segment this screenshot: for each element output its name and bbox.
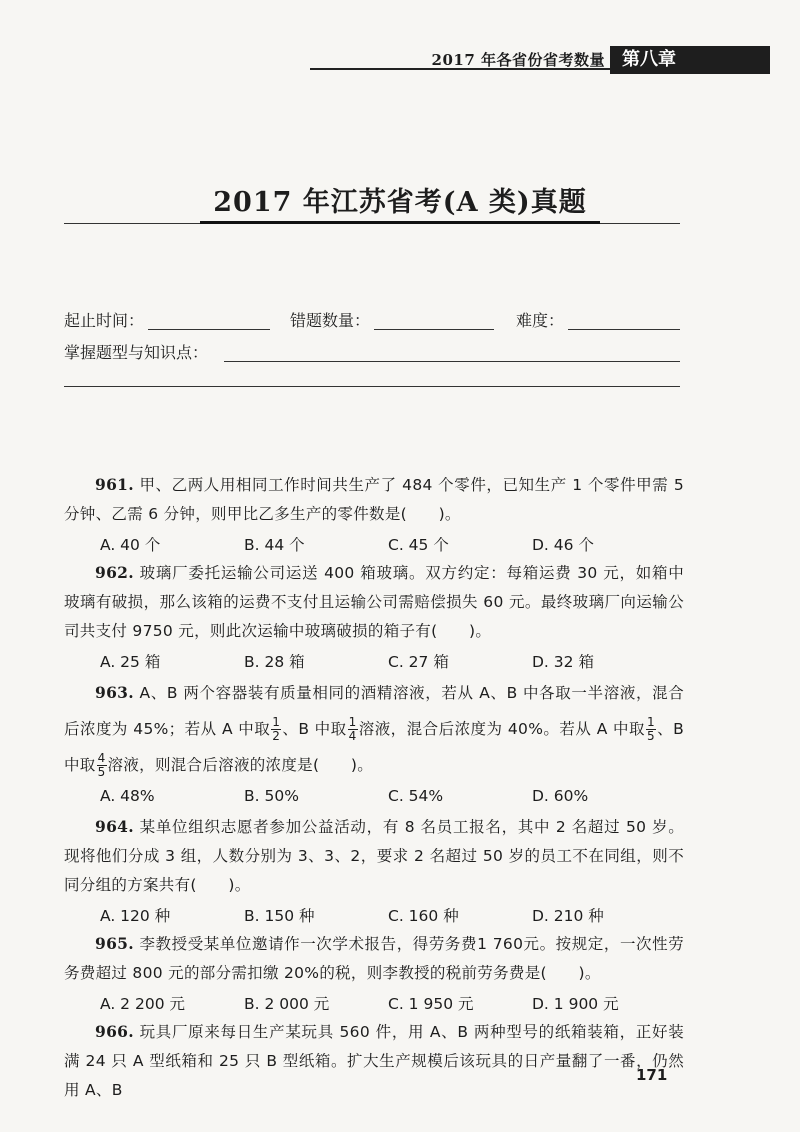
option-d[interactable]: D. 46 个 bbox=[532, 536, 594, 554]
study-record-form bbox=[64, 308, 680, 372]
question-number: 965. bbox=[95, 934, 134, 953]
title-rule-accent bbox=[200, 221, 600, 224]
question-stem-part-5: 溶液，则混合后溶液的浓度是( )。 bbox=[107, 756, 374, 774]
page-number: 171 bbox=[636, 1066, 668, 1084]
options bbox=[64, 783, 684, 812]
running-header bbox=[0, 38, 800, 78]
question-number: 966. bbox=[95, 1022, 134, 1041]
options bbox=[64, 900, 684, 929]
question-964 bbox=[64, 812, 684, 929]
options bbox=[64, 988, 684, 1017]
knowledge-label: 掌握题型与知识点： bbox=[64, 343, 209, 362]
form-row-1 bbox=[64, 308, 680, 340]
question-number: 961. bbox=[95, 475, 134, 494]
question-963 bbox=[64, 675, 684, 812]
question-961 bbox=[64, 470, 684, 558]
options bbox=[64, 529, 684, 558]
question-number: 963. bbox=[95, 683, 134, 702]
fraction-denominator: 5 bbox=[647, 729, 655, 743]
question-stem-part-4: 、B 中取 bbox=[64, 720, 685, 774]
fraction-denominator: 5 bbox=[97, 765, 106, 779]
wrong-count-label: 错题数量： bbox=[290, 311, 371, 330]
form-row-2 bbox=[64, 340, 680, 372]
question-962 bbox=[64, 558, 684, 675]
question-list bbox=[64, 470, 684, 1105]
book-title: 2017 年各省份省考数量 bbox=[431, 51, 605, 69]
fraction-numerator: 1 bbox=[348, 715, 357, 729]
option-d[interactable]: D. 1 900 元 bbox=[532, 995, 619, 1013]
option-b[interactable]: B. 50% bbox=[244, 787, 299, 805]
question-stem-part-3: 溶液，混合后浓度为 40%。若从 A 中取 bbox=[358, 720, 645, 738]
option-b[interactable]: B. 28 箱 bbox=[244, 653, 305, 671]
fraction-numerator: 1 bbox=[272, 715, 281, 729]
option-d[interactable]: D. 32 箱 bbox=[532, 653, 594, 671]
question-stem: 玩具厂原来每日生产某玩具 560 件，用 A、B 两种型号的纸箱装箱，正好装满 24 只 A 型纸箱和 25 只 B 型纸箱。扩大生产规模后该玩具的日产量翻了一番，仍然用 A、B bbox=[64, 1023, 684, 1099]
fraction-numerator: 4 bbox=[97, 751, 106, 765]
option-a[interactable]: A. 25 箱 bbox=[100, 653, 161, 671]
fraction-numerator: 1 bbox=[647, 715, 655, 729]
page-title: 2017 年江苏省考(A 类)真题 bbox=[213, 187, 587, 218]
difficulty-label: 难度： bbox=[516, 311, 565, 330]
fraction-denominator: 4 bbox=[348, 729, 357, 743]
option-d[interactable]: D. 60% bbox=[532, 787, 589, 805]
wrong-count-field[interactable] bbox=[374, 329, 494, 330]
option-a[interactable]: A. 120 种 bbox=[100, 907, 171, 925]
option-d[interactable]: D. 210 种 bbox=[532, 907, 604, 925]
options bbox=[64, 646, 684, 675]
option-b[interactable]: B. 44 个 bbox=[244, 536, 305, 554]
option-a[interactable]: A. 2 200 元 bbox=[100, 995, 185, 1013]
knowledge-field-line-2[interactable] bbox=[64, 386, 680, 387]
chapter-tab: 第八章 bbox=[610, 46, 770, 74]
question-stem-part-1: A、B 两个容器装有质量相同的酒精溶液，若从 A、B 中各取一半溶液，混合后浓度为 45%；若从 A 中取 bbox=[64, 684, 684, 738]
question-number: 962. bbox=[95, 563, 134, 582]
option-c[interactable]: C. 54% bbox=[388, 787, 444, 805]
start-time-label: 起止时间： bbox=[64, 311, 145, 330]
fraction-denominator: 2 bbox=[272, 729, 281, 743]
option-c[interactable]: C. 27 箱 bbox=[388, 653, 449, 671]
option-c[interactable]: C. 45 个 bbox=[388, 536, 449, 554]
option-a[interactable]: A. 48% bbox=[100, 787, 155, 805]
question-stem: 甲、乙两人用相同工作时间共生产了 484 个零件，已知生产 1 个零件甲需 5 分钟、乙需 6 分钟，则甲比乙多生产的零件数是( )。 bbox=[64, 476, 684, 523]
question-stem-part-2: 、B 中取 bbox=[282, 720, 347, 738]
option-b[interactable]: B. 150 种 bbox=[244, 907, 315, 925]
fraction-four-fifths bbox=[97, 752, 107, 779]
question-stem: 李教授受某单位邀请作一次学术报告，得劳务费1 760元。按规定，一次性劳务费超过 800 元的部分需扣缴 20%的税，则李教授的税前劳务费是( )。 bbox=[64, 935, 684, 982]
option-c[interactable]: C. 160 种 bbox=[388, 907, 459, 925]
fraction-one-quarter bbox=[348, 716, 358, 743]
question-stem: 玻璃厂委托运输公司运送 400 箱玻璃。双方约定：每箱运费 30 元，如箱中玻璃有破损，那么该箱的运费不支付且运输公司需赔偿损失 60 元。最终玻璃厂向运输公司共支付 9750 元，则此次运输中玻璃破损的箱子有( )。 bbox=[64, 564, 684, 640]
question-965 bbox=[64, 929, 684, 1017]
option-c[interactable]: C. 1 950 元 bbox=[388, 995, 474, 1013]
start-time-field[interactable] bbox=[148, 329, 270, 330]
question-number: 964. bbox=[95, 817, 134, 836]
question-966 bbox=[64, 1017, 684, 1105]
fraction-one-half bbox=[271, 716, 281, 743]
knowledge-field[interactable] bbox=[224, 361, 680, 362]
option-a[interactable]: A. 40 个 bbox=[100, 536, 161, 554]
fraction-one-fifth bbox=[646, 716, 656, 743]
difficulty-field[interactable] bbox=[568, 329, 680, 330]
option-b[interactable]: B. 2 000 元 bbox=[244, 995, 330, 1013]
question-stem: 某单位组织志愿者参加公益活动，有 8 名员工报名，其中 2 名超过 50 岁。现将他们分成 3 组，人数分别为 3、3、2，要求 2 名超过 50 岁的员工不在同组，则不同分组的方案共有( )。 bbox=[64, 818, 684, 894]
